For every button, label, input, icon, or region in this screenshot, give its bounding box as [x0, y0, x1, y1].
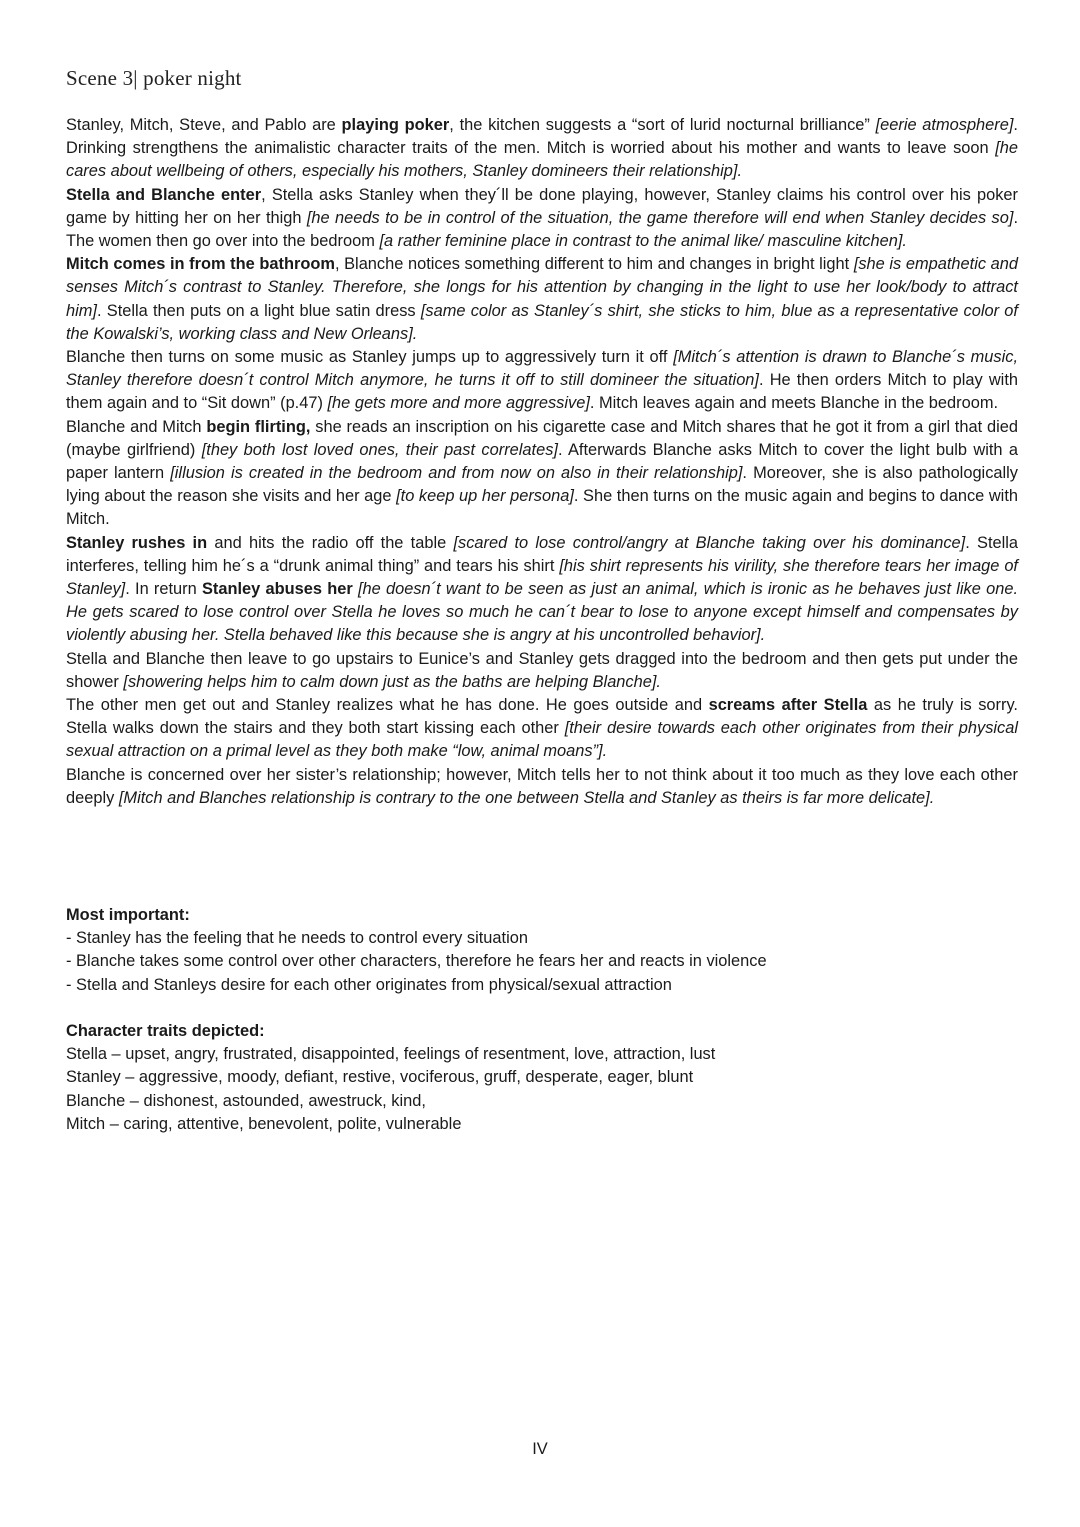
italic-annotation: [same color as Stanley´s shirt, she sticks to him, blue as a representative color of the Kowalski’s, working class and New Orleans].	[66, 301, 1018, 343]
italic-annotation: [he doesn´t want to be seen as just an animal, which is ironic as he behaves just like one. He gets scared to lose control over Stella he loves so much he can´t bear to lose to anyone except himself and compensates by violently abusing her. Stella behaved like this because she is angry at his uncontrolled behavior].	[66, 580, 1018, 645]
italic-annotation: [eerie atmosphere]	[875, 116, 1014, 134]
bold-text: begin flirting,	[206, 417, 311, 436]
list-item: - Stella and Stanleys desire for each other originates from physical/sexual attraction	[66, 975, 672, 994]
bold-text: Stella and Blanche enter	[66, 185, 262, 204]
paragraph	[66, 694, 1018, 764]
paragraph	[66, 648, 1018, 694]
bold-text: Mitch comes in from the bathroom	[66, 255, 335, 274]
text-run: Stanley, Mitch, Steve, and Pablo are	[66, 116, 342, 134]
text-run: . In return	[125, 580, 202, 599]
italic-annotation: [he needs to be in control of the situation, the game therefore will end when Stanley decides so]	[306, 208, 1014, 227]
italic-annotation: [she is empathetic and senses Mitch´s contrast to Stanley. Therefore, she longs for his attention by changing in the light to use her look/body to attract him]	[66, 255, 1018, 320]
list-item: - Blanche takes some control over other characters, therefore he fears her and reacts in violence	[66, 952, 767, 971]
text-run: . He then orders Mitch to play with them again and to “Sit down” (p.47)	[66, 371, 1018, 413]
list-item: Blanche – dishonest, astounded, awestruck, kind,	[66, 1091, 426, 1110]
italic-annotation: [they both lost loved ones, their past correlates]	[201, 440, 558, 459]
list-item: Stanley – aggressive, moody, defiant, restive, vociferous, gruff, desperate, eager, blunt	[66, 1068, 694, 1087]
bold-text: playing poker	[341, 116, 450, 134]
paragraph	[66, 532, 1018, 648]
most-important-heading: Most important:	[66, 906, 190, 924]
text-run: , Blanche notices something different to him and changes in bright light	[334, 255, 854, 274]
italic-annotation: [he gets more and more aggressive]	[327, 394, 590, 413]
bold-text: screams after Stella	[708, 696, 868, 715]
italic-annotation: [their desire towards each other originates from their physical sexual attraction on a primal level as they both make “low, animal moans”].	[66, 719, 1018, 761]
italic-annotation: [Mitch and Blanches relationship is contrary to the one between Stella and Stanley as theirs is far more delicate].	[118, 788, 935, 807]
paragraph	[66, 253, 1018, 346]
italic-annotation: [his shirt represents his virility, she therefore tears her image of Stanley]	[66, 556, 1018, 599]
text-run: Blanche and Mitch	[66, 417, 207, 436]
character-traits-section	[66, 1020, 1018, 1136]
list-item: Mitch – caring, attentive, benevolent, polite, vulnerable	[66, 1114, 462, 1133]
text-run: . She then turns on the music again and begins to dance with Mitch.	[66, 487, 1018, 529]
italic-annotation: [Mitch´s attention is drawn to Blanche´s music, Stanley therefore doesn´t control Mitch anymore, he turns it off to still domineer the situation]	[66, 348, 1018, 390]
italic-annotation: [a rather feminine place in contrast to the animal like/ masculine kitchen].	[379, 232, 907, 251]
bold-text: Stanley rushes in	[66, 533, 208, 552]
italic-annotation: [showering helps him to calm down just as the baths are helping Blanche].	[123, 672, 661, 691]
text-run: . Drinking strengthens the animalistic character traits of the men. Mitch is worried about his mother and wants to leave soon	[66, 116, 1018, 158]
text-run: and hits the radio off the table	[207, 533, 454, 552]
text-run: . The women then go over into the bedroom	[66, 208, 1018, 251]
paragraph	[66, 764, 1018, 810]
most-important-section	[66, 904, 1018, 997]
text-run: Blanche then turns on some music as Stanley jumps up to aggressively turn it off	[66, 348, 674, 367]
paragraph	[66, 184, 1018, 254]
text-run: . Stella interferes, telling him he´s a “drunk animal thing” and tears his shirt	[66, 533, 1019, 575]
scene-summary	[66, 114, 1018, 810]
text-run: as he truly is sorry. Stella walks down the stairs and they both start kissing each other	[66, 696, 1018, 738]
text-run: Blanche is concerned over her sister’s relationship; however, Mitch tells her to not think about it too much as they love each other deeply	[66, 765, 1018, 807]
italic-annotation: [he cares about wellbeing of others, especially his mothers, Stanley domineers their relationship].	[66, 139, 1018, 181]
italic-annotation: [scared to lose control/angry at Blanche taking over his dominance]	[453, 533, 966, 552]
paragraph	[66, 114, 1018, 184]
text-run: . Stella then puts on a light blue satin dress	[96, 301, 421, 320]
text-run: . Afterwards Blanche asks Mitch to cover the light bulb with a paper lantern	[66, 440, 1019, 483]
bold-text: Stanley abuses her	[201, 580, 353, 599]
text-run: . Moreover, she is also pathologically lying about the reason she visits and her age	[66, 464, 1018, 506]
paragraph	[66, 346, 1018, 416]
text-run: , the kitchen suggests a “sort of lurid nocturnal brilliance”	[449, 116, 876, 134]
text-run: . Mitch leaves again and meets Blanche in the bedroom.	[589, 394, 999, 413]
text-run: The other men get out and Stanley realizes what he has done. He goes outside and	[66, 696, 709, 715]
text-run: Stella and Blanche then leave to go upstairs to Eunice’s and Stanley gets dragged into the bedroom and then gets put under the shower	[66, 649, 1018, 691]
page-title: Scene 3| poker night	[66, 66, 242, 90]
character-traits-heading: Character traits depicted:	[66, 1022, 265, 1040]
italic-annotation: [illusion is created in the bedroom and from now on also in their relationship]	[170, 464, 743, 483]
list-item: Stella – upset, angry, frustrated, disappointed, feelings of resentment, love, attraction, lust	[66, 1045, 716, 1064]
list-item: - Stanley has the feeling that he needs to control every situation	[66, 929, 528, 948]
text-run: , Stella asks Stanley when they´ll be done playing, however, Stanley claims his control over his poker game by hitting her on her thigh	[66, 185, 1018, 227]
italic-annotation: [to keep up her persona]	[396, 487, 574, 506]
text-run: she reads an inscription on his cigarette case and Mitch shares that he got it from a girl that died (maybe girlfriend)	[66, 417, 1018, 459]
page-number: IV	[532, 1440, 548, 1458]
paragraph	[66, 416, 1018, 532]
